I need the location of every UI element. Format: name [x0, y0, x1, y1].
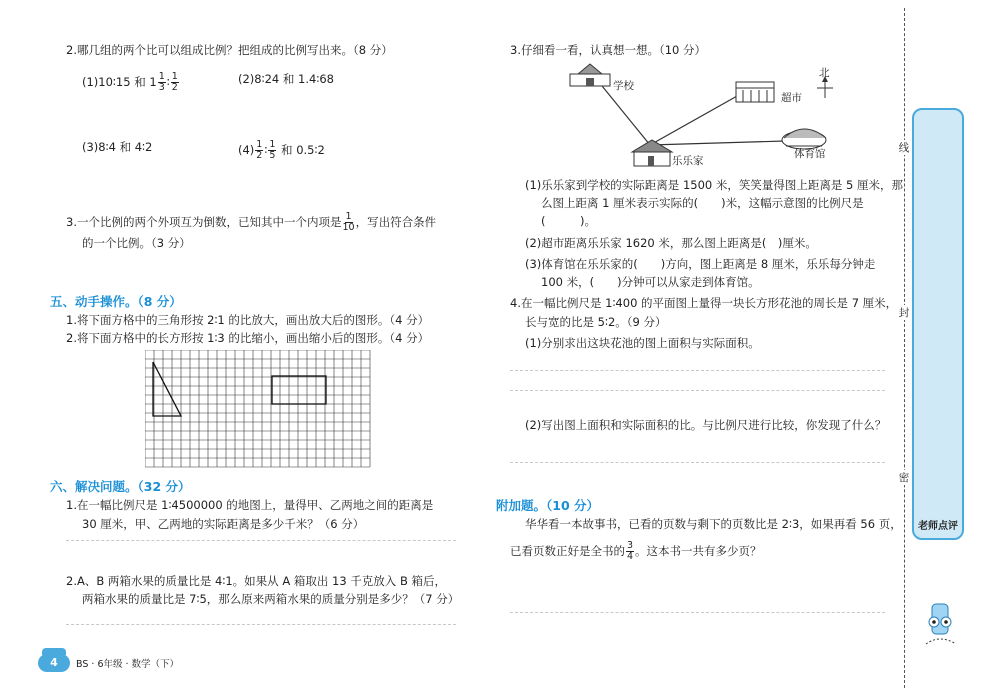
answer-line[interactable]: [510, 370, 885, 371]
map-label-supermarket: 超市: [781, 92, 802, 104]
map-label-north: 北: [819, 67, 830, 79]
r-q4-line1: 4.在一幅比例尺是 1∶400 的平面图上量得一块长方形花池的周长是 7 厘米，: [510, 296, 898, 310]
s5-q1: 1.将下面方格中的三角形按 2∶1 的比放大，画出放大后的图形。（4 分）: [66, 313, 430, 327]
q2-prompt: 2.哪几组的两个比可以组成比例？把组成的比例写出来。（8 分）: [66, 43, 393, 57]
q3-line2: 的一个比例。（3 分）: [82, 236, 191, 250]
s6-q2-line1: 2.A、B 两箱水果的质量比是 4∶1。如果从 A 箱取出 13 千克放入 B 箱后，: [66, 574, 446, 588]
section5-title: 五、动手操作。（8 分）: [50, 294, 182, 309]
binding-char-top: 线: [898, 142, 910, 154]
q2-item-1: (1)10∶15 和 1 $\frac{1}{3}$ ∶ $\frac{1}{2}$: [82, 71, 178, 93]
bonus-title: 附加题。（10 分）: [496, 498, 599, 513]
teacher-comment-panel[interactable]: [912, 108, 964, 540]
r-q3-p1-line2: 么图上距离 1 厘米表示实际的( )米，这幅示意图的比例尺是: [541, 196, 864, 210]
r-q3-title: 3.仔细看一看，认真想一想。（10 分）: [510, 43, 707, 57]
pencil-mascot-icon: [916, 600, 962, 650]
drawing-grid[interactable]: [145, 350, 371, 468]
answer-line[interactable]: [510, 612, 885, 613]
s6-q2-line2: 两箱水果的质量比是 7∶5，那么原来两箱水果的质量分别是多少？（7 分）: [82, 592, 460, 606]
answer-line[interactable]: [510, 390, 885, 391]
s6-q1-line2: 30 厘米，甲、乙两地的实际距离是多少千米？（6 分）: [82, 517, 365, 531]
page-number: 4: [38, 654, 70, 672]
r-q3-p1-line1: (1)乐乐家到学校的实际距离是 1500 米，笑笑量得图上距离是 5 厘米，那: [525, 178, 903, 192]
supermarket-icon: [736, 82, 774, 102]
triangle-shape: [153, 362, 181, 416]
map-label-school: 学校: [613, 80, 634, 92]
binding-char-middle: 封: [898, 307, 910, 319]
answer-line[interactable]: [66, 624, 456, 625]
map-label-home: 乐乐家: [672, 155, 704, 167]
binding-char-bottom: 密: [898, 472, 910, 484]
binding-line: [904, 8, 905, 688]
r-q4-p2: (2)写出图上面积和实际面积的比。与比例尺进行比较，你发现了什么？: [525, 418, 887, 432]
page-footer: [38, 648, 438, 674]
r-q4-line2: 长与宽的比是 5∶2。（9 分）: [525, 315, 667, 329]
teacher-comment-label: 老师点评: [918, 521, 958, 532]
q2-item-2: (2)8∶24 和 1.4∶68: [238, 72, 334, 86]
home-icon: [632, 140, 672, 166]
stadium-icon: [782, 129, 826, 149]
s5-q2: 2.将下面方格中的长方形按 1∶3 的比缩小，画出缩小后的图形。（4 分）: [66, 331, 430, 345]
map-label-stadium: 体育馆: [794, 148, 826, 160]
r-q3-p3-line1: (3)体育馆在乐乐家的( )方向，图上距离是 8 厘米，乐乐每分钟走: [525, 257, 876, 271]
answer-line[interactable]: [510, 462, 885, 463]
answer-line[interactable]: [66, 540, 456, 541]
bonus-line2: 已看页数正好是全书的 $\frac{3}{4}$ 。这本书一共有多少页？: [510, 540, 762, 562]
q3-line1: 3.一个比例的两个外项互为倒数，已知其中一个内项是 $\frac{1}{10}$ ，写出符合条件: [66, 211, 437, 233]
r-q3-p3-line2: 100 米，( )分钟可以从家走到体育馆。: [541, 275, 760, 289]
q2-item-4: (4) $\frac{1}{2}$ ∶ $\frac{1}{5}$ 和 0.5∶2: [238, 139, 325, 161]
s6-q1-line1: 1.在一幅比例尺是 1∶4500000 的地图上，量得甲、乙两地之间的距离是: [66, 498, 434, 512]
school-icon: [570, 64, 610, 86]
section6-title: 六、解决问题。（32 分）: [50, 479, 191, 494]
bonus-line1: 华华看一本故事书，已看的页数与剩下的页数比是 2∶3，如果再看 56 页，: [525, 517, 902, 531]
q2-item-3: (3)8∶4 和 4∶2: [82, 140, 153, 154]
footer-text: BS · 6年级 · 数学（下）: [76, 659, 180, 670]
r-q3-p2: (2)超市距离乐乐家 1620 米，那么图上距离是( )厘米。: [525, 236, 817, 250]
r-q3-p1-line3: ( )。: [541, 214, 596, 228]
r-q4-p1: (1)分别求出这块花池的图上面积与实际面积。: [525, 336, 760, 350]
